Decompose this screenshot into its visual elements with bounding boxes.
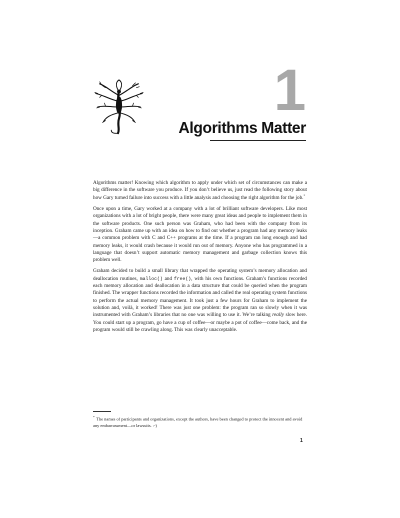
paragraph-2: Once upon a time, Gary worked at a company with a lot of brilliant software developers. Like most organizations with a lot of bright people, there were many great ideas and people to implement them in the software products. One such person was Graham, who had been with the company from its inception. Graham came up with an idea on how to find out whether a program had any memory leaks—a common problem with C and C++ programs at the time. If a program ran long enough and had memory leaks, it would crash because it would run out of memory. Anyone who has programmed in a language that doesn’t support automatic memory management and garbage collection knows this problem well. — [93, 205, 307, 264]
footnote — [93, 414, 303, 429]
footnote-mark: * — [93, 415, 95, 419]
paragraph-1: Algorithms matter! Knowing which algorithm to apply under which set of circumstances can make a big difference in the software you produce. If you don’t believe us, just read the following story about how Gary turned failure into success with a little analysis and choosing the right algorithm for the job.* — [93, 180, 307, 201]
code-free: free() — [173, 276, 192, 282]
chapter-body — [93, 180, 307, 338]
emphasis-really: really — [272, 312, 284, 319]
chapter-title: Algorithms Matter — [178, 120, 306, 137]
page-number: 1 — [300, 438, 303, 444]
spiny-creature-engraving-icon — [90, 78, 148, 136]
footnote-ref: * — [303, 192, 306, 197]
footnote-text: The names of participants and organizations, except the authors, have been changed to protect the innocent and avoid any embarrassment—or lawsuits. :-) — [93, 416, 303, 428]
footnote-rule — [93, 411, 111, 412]
chapter-number: 1 — [273, 58, 306, 123]
code-malloc: malloc() — [139, 276, 163, 282]
title-rule — [210, 140, 306, 141]
paragraph-3: Graham decided to build a small library that wrapped the operating system’s memory allocation and deallocation routines, malloc() and free(), with his own functions. Graham’s functions recorded each memory allocation and deallocation in a data structure that could be queried when the program finished. The wrapper functions recorded the information and called the real operating system functions to perform the actual memory management. It took just a few hours for Graham to implement the solution and, voilà, it worked! There was just one problem: the program ran so slowly when it was instrumented with Graham’s libraries that no one was willing to use it. We’re talking really slow here. You could start up a program, go have a cup of coffee—or maybe a pot of coffee—come back, and the program would still be crawling along. This was clearly unacceptable. — [93, 268, 307, 334]
